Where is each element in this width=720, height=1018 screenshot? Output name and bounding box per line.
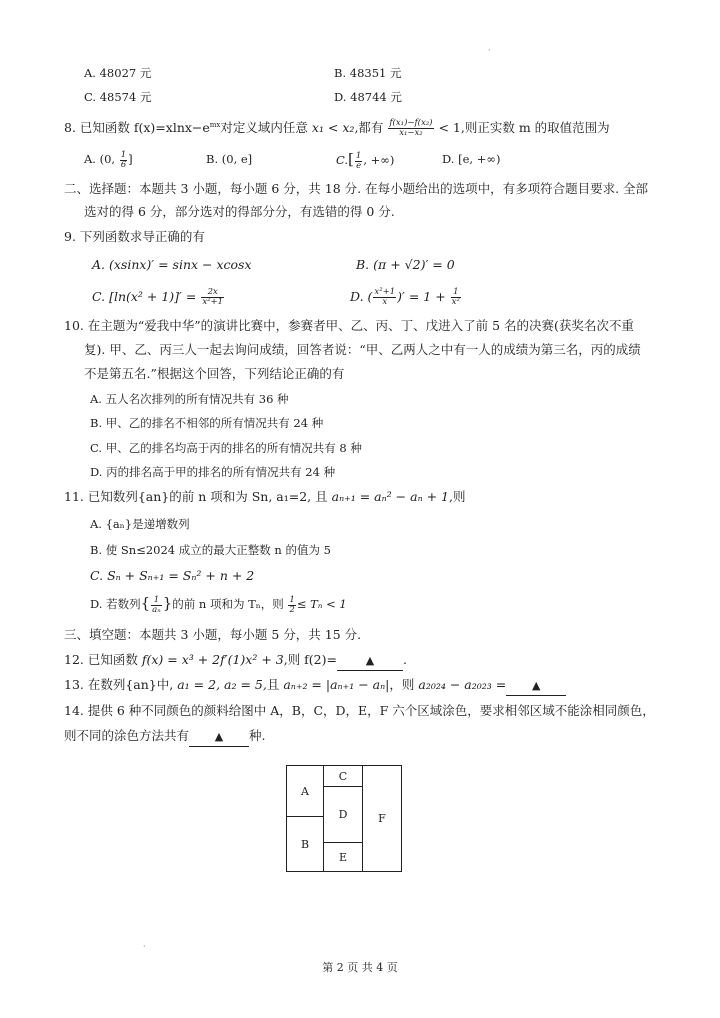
q9-opt-c-pre: C. [ln(x² + 1)]′ =: [92, 289, 197, 304]
q13-mid2: ，则: [389, 677, 415, 692]
region-d: D: [323, 786, 363, 843]
q8-opt-a-num: 1: [120, 149, 127, 160]
q12-post: ,则 f(2)=: [283, 652, 337, 667]
q8-option-a: [84, 150, 133, 170]
q11-stem: [64, 488, 466, 506]
q10-option-b: B. 甲、乙的排名不相邻的所有情况共有 24 种: [90, 416, 324, 430]
q9-option-b: B. (π + √2)′ = 0: [356, 257, 455, 272]
q11-opt-d-frac2: [288, 596, 295, 615]
q9-opt-d-frac: [373, 288, 396, 307]
triangle-icon: ▲: [214, 730, 224, 743]
q8-stem-mid: 对定义域内任意: [220, 120, 308, 136]
q8-option-c: [336, 150, 394, 171]
q10-stem-line3: 不是第五名.”根据这个回答，下列结论正确的有: [84, 366, 345, 381]
q8-stem-mid2: ,都有: [354, 120, 384, 136]
q9-opt-c-den: x²+1: [202, 297, 224, 307]
q9-option-d: [350, 288, 462, 307]
q9-option-c: [92, 288, 225, 307]
q11-stem-post: ,则: [449, 489, 466, 504]
region-b: B: [286, 816, 324, 872]
q13-answer-blank[interactable]: [506, 676, 566, 696]
q9-opt-d-pre: D. (: [350, 289, 373, 304]
q8-opt-a-pre: A. (0,: [84, 152, 116, 166]
q14-answer-blank[interactable]: [189, 727, 249, 747]
q8-option-b: B. (0, e]: [206, 152, 253, 166]
speck-mark: ·: [143, 942, 146, 951]
q9-opt-d-mid: )′ = 1 +: [397, 289, 446, 304]
q11-opt-d-mid: 的前 n 项和为 Tₙ，则: [172, 597, 284, 611]
q12-end: .: [403, 652, 407, 667]
region-diagram: [286, 765, 402, 872]
q14-stem-line1: 14. 提供 6 种不同颜色的颜料给图中 A，B，C，D，E，F 六个区域涂色，要求相邻区域不能涂相同颜色，: [64, 703, 655, 718]
region-f: F: [362, 765, 402, 872]
q13-math1: a₁ = 2, a₂ = 5,: [177, 677, 267, 692]
q13-math2: aₙ₊₂ = |aₙ₊₁ − aₙ|: [283, 677, 390, 692]
q11-opt-d-num: 1: [151, 596, 162, 606]
section2-heading-line2: 选对的得 6 分，部分选对的得部分分，有选错的得 0 分.: [84, 204, 395, 219]
q10-option-c: C. 甲、乙的排名均高于丙的排名的所有情况共有 8 种: [90, 441, 362, 455]
q9-opt-d-den: x: [382, 297, 388, 307]
q11-opt-d-frac: [151, 596, 162, 615]
q12-answer-blank[interactable]: [337, 651, 403, 671]
q13-mid: 且: [266, 677, 280, 692]
q14-line2-pre: 则不同的涂色方法共有: [64, 728, 190, 743]
q8-opt-c-bracket: [: [348, 150, 354, 168]
q10-stem-line2: 复). 甲、乙、丙三人一起去询问成绩，回答者说：“甲、乙两人之中有一人的成绩为第三名，丙的成绩: [84, 342, 641, 357]
q9-opt-c-frac: [201, 288, 224, 307]
q11-stem-math: aₙ₊₁ = aₙ² − aₙ + 1: [331, 489, 450, 504]
q7-option-d: D. 48744 元: [334, 90, 402, 104]
q11-stem-pre: 11. 已知数列{an}的前 n 项和为 Sn, a₁=2, 且: [64, 489, 328, 504]
q14-stem-line2: [64, 727, 266, 747]
q7-option-b: B. 48351 元: [334, 66, 402, 80]
q11-opt-d-den2: 2: [289, 604, 295, 615]
section3-heading: 三、填空题：本题共 3 小题，每小题 5 分，共 15 分.: [64, 627, 362, 642]
q11-opt-d-den: aₙ: [152, 604, 161, 615]
q12-math: f(x) = x³ + 2f′(1)x² + 3: [141, 652, 284, 667]
q13-pre: 13. 在数列{an}中,: [64, 677, 174, 692]
q14-line2-post: 种.: [249, 728, 266, 743]
q7-option-c: C. 48574 元: [84, 90, 152, 104]
q8-opt-a-den: 6: [120, 159, 127, 170]
q8-opt-a-frac: [120, 151, 127, 170]
q8-opt-c-num: 1: [355, 150, 362, 161]
q8-opt-a-post: ]: [128, 152, 133, 166]
q11-opt-d-num2: 1: [289, 594, 295, 605]
q8-stem-pre: 8. 已知函数 f(x)=xlnx−e: [64, 120, 210, 136]
q10-stem-line1: 10. 在主题为“爱我中华”的演讲比赛中，参赛者甲、乙、丙、丁、戊进入了前 5 名的决赛(获奖名次不重: [64, 318, 634, 333]
q9-option-a: A. (xsinx)′ = sinx − xcosx: [92, 257, 252, 272]
q13-math3: a₂₀₂₄ − a₂₀₂₃ =: [418, 677, 507, 692]
q11-opt-d-post: ≤ Tₙ < 1: [296, 597, 347, 611]
q8-opt-c-post: , +∞): [363, 153, 395, 167]
speck-mark: ·: [488, 46, 491, 55]
q9-opt-d-num2: 1: [451, 288, 461, 298]
q8-opt-c-pre: C.: [336, 153, 349, 167]
q10-option-a: A. 五人名次排列的所有情况共有 36 种: [90, 392, 289, 406]
q8-condition: x₁ < x₂: [311, 120, 355, 136]
q9-opt-d-num: x²+1: [374, 287, 396, 297]
q9-stem: 9. 下列函数求导正确的有: [64, 229, 205, 244]
q8-opt-c-frac: [355, 152, 362, 171]
q7-option-a: A. 48027 元: [84, 66, 152, 80]
q8-fraction: [388, 119, 433, 138]
section2-heading-line1: 二、选择题：本题共 3 小题，每小题 6 分，共 18 分. 在每小题给出的选项中，有多项符合题目要求. 全部: [64, 181, 649, 196]
q12-pre: 12. 已知函数: [64, 652, 138, 667]
q11-option-c: C. Sₙ + Sₙ₊₁ = Sₙ² + n + 2: [90, 568, 255, 583]
q8-frac-num: f(x₁)−f(x₂): [389, 118, 433, 129]
q11-option-a: A. {aₙ}是递增数列: [90, 517, 190, 531]
q13-stem: [64, 676, 566, 696]
q9-opt-c-num: 2x: [201, 288, 224, 298]
q11-opt-d-pre: D. 若数列: [90, 597, 141, 611]
q12-stem: [64, 651, 407, 671]
triangle-icon: ▲: [365, 654, 375, 667]
q8-opt-c-den: e: [356, 160, 362, 171]
q9-opt-d-den2: x²: [451, 297, 460, 307]
q8-option-d: D. [e, +∞): [442, 152, 501, 166]
page-footer: 第 2 页 共 4 页: [322, 961, 398, 974]
q11-option-b: B. 使 Sn≤2024 成立的最大正整数 n 的值为 5: [90, 543, 331, 557]
q8-stem-exponent: mx: [209, 121, 221, 129]
q11-option-d: D. 若数列{ $\frac{1}{\text{aₙ}}$ }的前 n 项和为 Tₙ，则 $\frac{1}{2}$ ≤ Tₙ < 1: [90, 594, 347, 615]
q8-stem-post: < 1,则正实数 m 的取值范围为: [438, 120, 610, 136]
triangle-icon: ▲: [532, 679, 541, 692]
q8-frac-den: x₁−x₂: [399, 128, 423, 139]
q9-opt-d-frac2: [451, 288, 461, 307]
region-c: C: [323, 765, 363, 787]
q8-stem: [64, 116, 610, 138]
q10-option-d: D. 丙的排名高于甲的排名的所有情况共有 24 种: [90, 465, 336, 479]
region-a: A: [286, 765, 324, 817]
region-e: E: [323, 842, 363, 872]
